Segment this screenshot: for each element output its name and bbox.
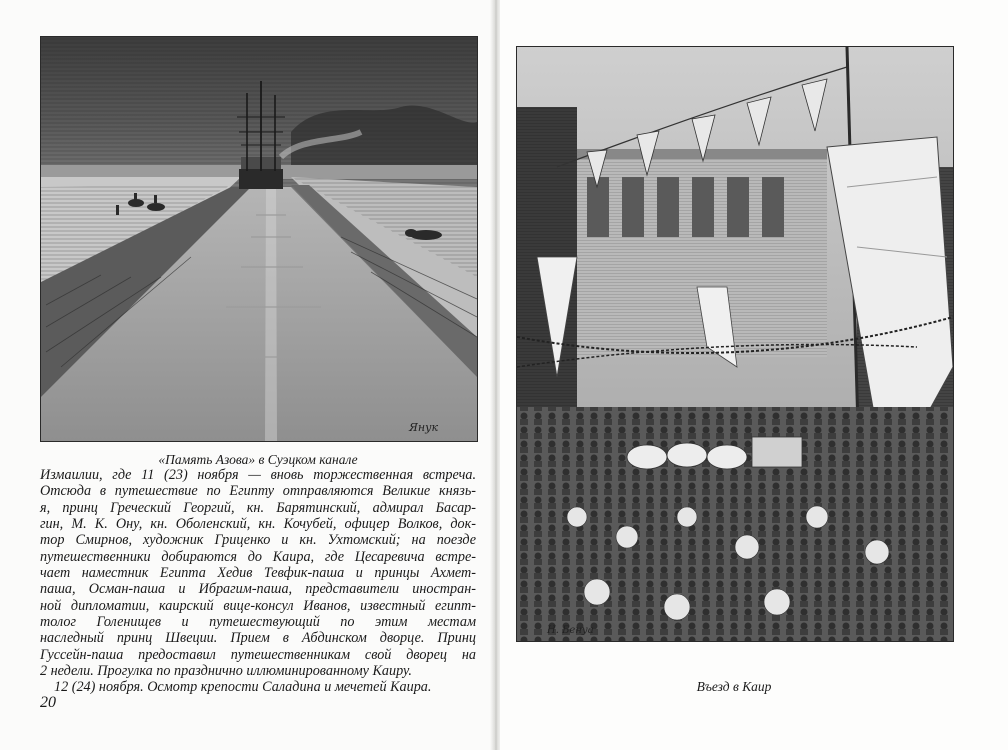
- left-page: [0, 0, 492, 750]
- body-text: [40, 467, 476, 696]
- body-line: гин, М. К. Ону, кн. Оболенский, кн. Кочубей, офицер Волков, док-: [40, 516, 476, 533]
- body-line: 2 недели. Прогулка по празднично иллюминированному Каиру.: [40, 663, 412, 680]
- cairo-entry-engraving: [516, 46, 954, 642]
- body-line: толог Голенищев и путешествующий по этим местам: [40, 614, 476, 631]
- cairo-illustration: [517, 47, 953, 641]
- body-line: я, принц Греческий Георгий, кн. Барятинский, адмирал Басар-: [40, 499, 476, 516]
- engraving-signature-right: Н. Бенуа: [547, 625, 594, 636]
- body-line: чает наместник Египта Хедив Тевфик-паша и принцы Ахмет-: [40, 565, 476, 582]
- body-line: путешественники добираются до Каира, где Цесаревича встре-: [40, 548, 476, 565]
- palace-building: [577, 149, 827, 357]
- body-line: ной дипломатии, каирский вице-консул Иванов, известный египт-: [40, 597, 476, 614]
- figure-caption-right: Въезд в Каир: [696, 679, 772, 694]
- body-line: Гуссейн-паша предоставил путешественникам свой дворец на: [40, 646, 476, 663]
- body-line: наследный принц Швеции. Прием в Абдинском дворце. Принц: [40, 630, 476, 647]
- body-line: Измаилии, где 11 (23) ноября — вновь торжественная встреча.: [40, 467, 476, 483]
- body-paragraph-last: 12 (24) ноября. Осмотр крепости Саладина и мечетей Каира.: [54, 679, 432, 696]
- body-line: паша, Осман-паша и Ибрагим-паша, представители иностран-: [40, 581, 476, 598]
- figure-caption-left: «Память Азова» в Суэцком канале: [158, 452, 358, 467]
- canal-illustration: [41, 37, 477, 441]
- body-line: тор Смирнов, художник Гриценко и кн. Ухтомский; на поезде: [40, 532, 476, 549]
- engraving-signature-left: Янук: [409, 421, 439, 434]
- right-page: [500, 0, 1008, 750]
- azov-suez-canal-engraving: [40, 36, 478, 442]
- body-line: Отсюда в путешествие по Египту отправляются Великие князь-: [40, 483, 476, 500]
- page-number: 20: [40, 694, 56, 711]
